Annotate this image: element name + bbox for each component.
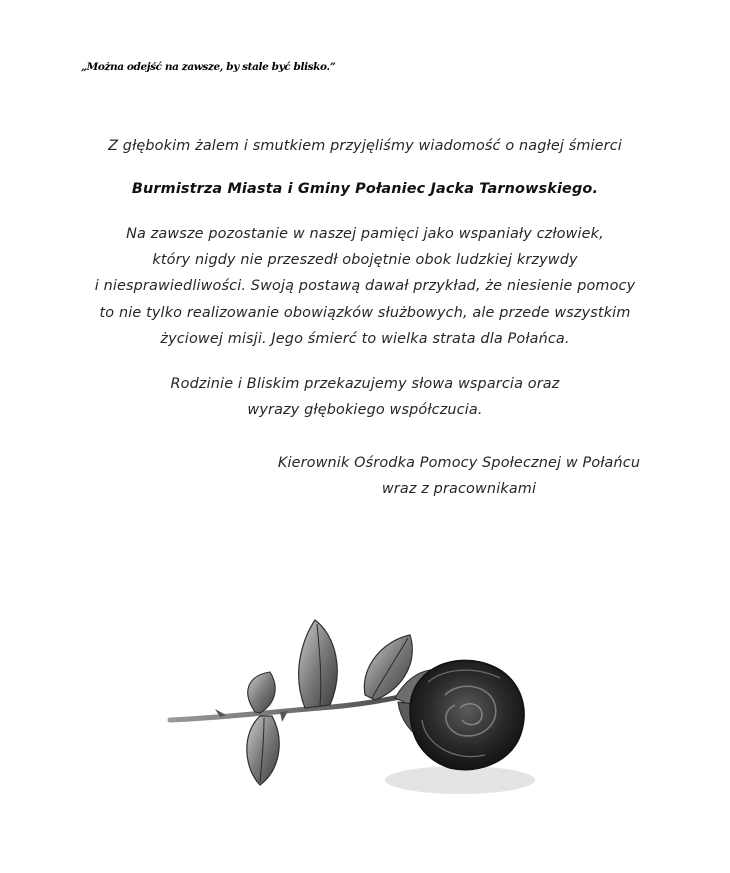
rose-bloom [410,660,524,769]
condolence-line-2: wyrazy głębokiego współczucia. [247,402,483,418]
motto: „Można odejść na zawsze, by stale być blisko.” [81,61,336,73]
paragraph-line-3: i niesprawiedliwości. Swoją postawą dawał przykład, że niesienie pomocy [94,278,636,294]
paragraph-line-1: Na zawsze pozostanie w naszej pamięci jako wspaniały człowiek, [126,226,604,242]
signature-line-2: wraz z pracownikami [381,481,537,497]
paragraph-line-4: to nie tylko realizowanie obowiązków służbowych, ale przede wszystkim [99,305,631,321]
paragraph-line-2: który nigdy nie przeszedł obojętnie obok ludzkiej krzywdy [152,252,578,268]
paragraph-line-5: życiowej misji. Jego śmierć to wielka strata dla Połańca. [160,331,570,347]
leaf-small [248,672,275,713]
signature-line-1: Kierownik Ośrodka Pomocy Społecznej w Połańcu [277,455,641,471]
condolence-line-1: Rodzinie i Bliskim przekazujemy słowa wsparcia oraz [170,376,560,392]
intro-line: Z głębokim żalem i smutkiem przyjęliśmy wiadomość o nagłej śmierci [108,138,622,154]
name-line: Burmistrza Miasta i Gminy Połaniec Jacka Tarnowskiego. [131,181,599,197]
rose-illustration [160,600,540,830]
thorn [280,711,288,722]
